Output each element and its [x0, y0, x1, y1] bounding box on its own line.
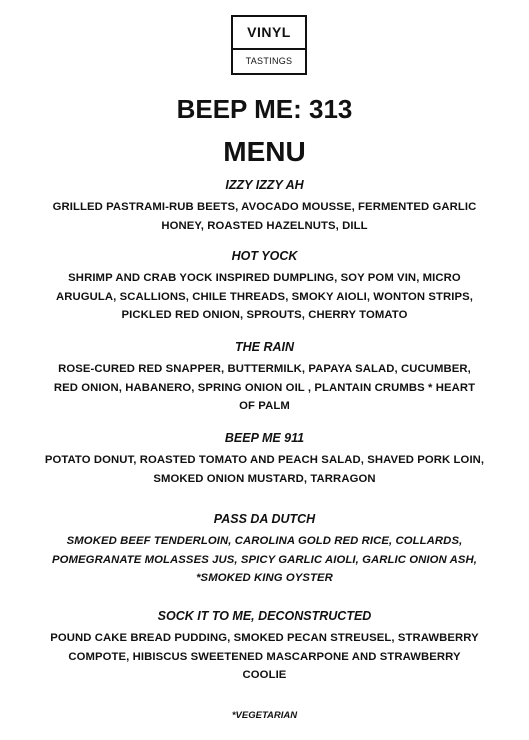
course-the-rain: [20, 339, 509, 416]
course-sock-it-to-me: [20, 608, 509, 685]
course-description: [20, 532, 509, 588]
course-beep-me-911: [20, 430, 509, 488]
course-description: [20, 629, 509, 685]
description-line: ROSE-CURED RED SNAPPER, BUTTERMILK, PAPAYA SALAD, CUCUMBER,: [58, 363, 471, 375]
description-line: PICKLED RED ONION, SPROUTS, CHERRY TOMATO: [121, 309, 408, 321]
description-line: *SMOKED KING OYSTER: [196, 572, 333, 584]
vinyl-tastings-logo: [231, 15, 307, 75]
course-description: [20, 198, 509, 235]
description-line: RED ONION, HABANERO, SPRING ONION OIL , PLANTAIN CRUMBS * HEART: [53, 381, 476, 394]
description-line: POMEGRANATE MOLASSES JUS, SPICY GARLIC AIOLI, GARLIC ONION ASH,: [52, 553, 477, 566]
vegetarian-footnote: *VEGETARIAN: [231, 710, 298, 721]
logo-line-vinyl: VINYL: [233, 17, 305, 50]
description-line: POTATO DONUT, ROASTED TOMATO AND PEACH SALAD, SHAVED PORK LOIN,: [44, 454, 485, 466]
description-line: GRILLED PASTRAMI-RUB BEETS, AVOCADO MOUSSE, FERMENTED GARLIC: [52, 201, 477, 213]
logo-line-tastings: TASTINGS: [245, 56, 293, 66]
course-name: PASS DA DUTCH: [213, 512, 316, 526]
description-line: OF PALM: [239, 400, 290, 412]
description-line: SMOKED ONION MUSTARD, TARRAGON: [153, 472, 376, 485]
course-name: IZZY IZZY AH: [225, 178, 304, 192]
course-name: HOT YOCK: [231, 249, 298, 263]
description-line: COOLIE: [242, 669, 287, 681]
course-name: SOCK IT TO ME, DECONSTRUCTED: [157, 609, 372, 623]
event-title: BEEP ME: 313: [176, 94, 353, 124]
course-description: [20, 451, 509, 488]
description-line: SHRIMP AND CRAB YOCK INSPIRED DUMPLING, SOY POM VIN, MICRO: [68, 272, 461, 284]
course-hot-yock: [20, 248, 509, 325]
course-name: BEEP ME 911: [224, 431, 305, 445]
course-pass-da-dutch: [20, 511, 509, 588]
menu-heading: MENU: [223, 136, 306, 167]
course-izzy-izzy-ah: [20, 177, 509, 235]
course-description: [20, 360, 509, 416]
description-line: ARUGULA, SCALLIONS, CHILE THREADS, SMOKY AIOLI, WONTON STRIPS,: [55, 290, 474, 303]
course-description: [20, 269, 509, 325]
description-line: HONEY, ROASTED HAZELNUTS, DILL: [161, 219, 368, 232]
description-line: COMPOTE, HIBISCUS SWEETENED MASCARPONE AND STRAWBERRY: [68, 650, 461, 663]
description-line: SMOKED BEEF TENDERLOIN, CAROLINA GOLD RED RICE, COLLARDS,: [66, 535, 463, 547]
course-name: THE RAIN: [234, 340, 295, 354]
description-line: POUND CAKE BREAD PUDDING, SMOKED PECAN STREUSEL, STRAWBERRY: [50, 632, 479, 644]
